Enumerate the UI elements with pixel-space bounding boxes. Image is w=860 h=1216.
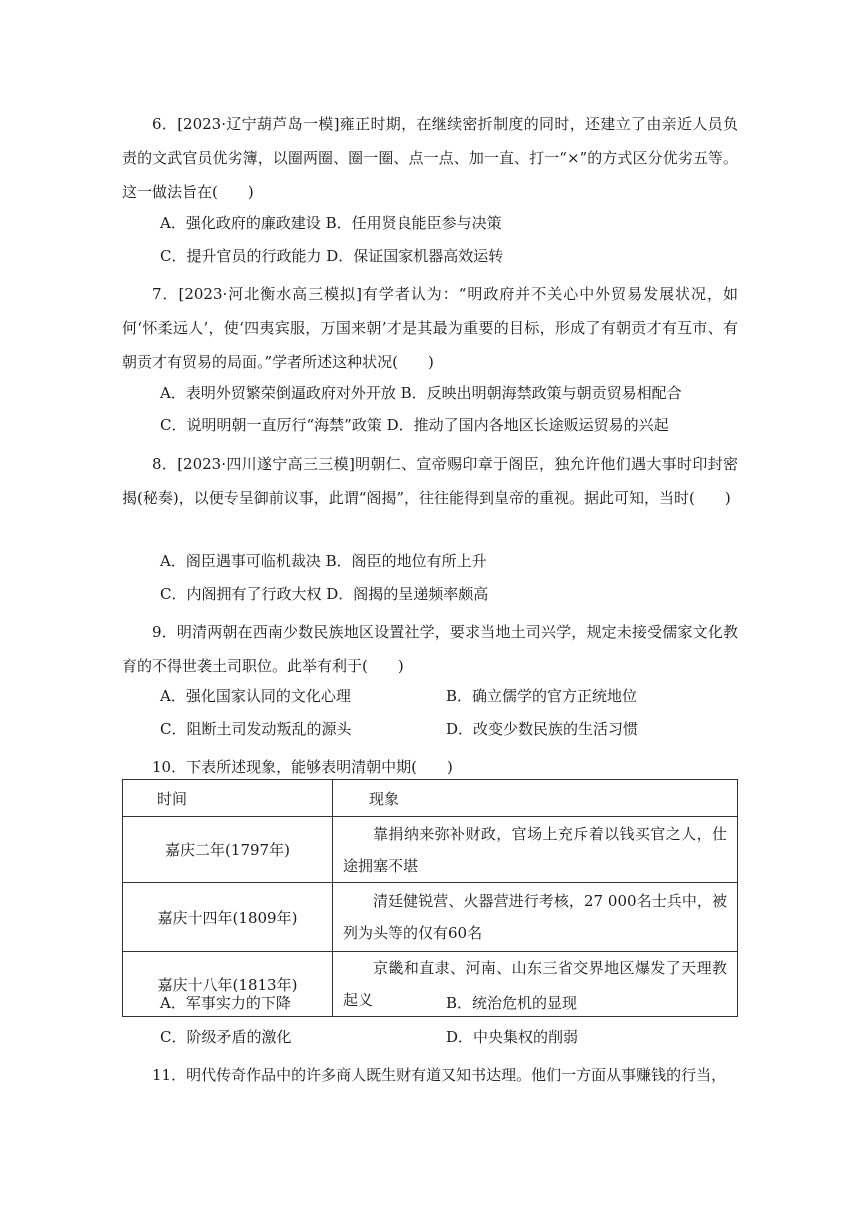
question-7-options-cd: C．说明明朝一直厉行“海禁”政策 D．推动了国内各地区长途贩运贸易的兴起	[160, 416, 669, 434]
question-8-options-ab: A．阁臣遇事可临机裁决 B．阁臣的地位有所上升	[160, 552, 487, 570]
question-11-stem: 11．明代传奇作品中的许多商人既生财有道又知书达理。他们一方面从事赚钱的行当，	[152, 1066, 727, 1084]
question-8-stem: 8．[2023·四川遂宁高三三模]明朝仁、宣帝赐印章于阁臣，独允许他们遇大事时印封密揭(秘奏)，以便专呈御前议事，此谓“阁揭”，往往能得到皇帝的重视。据此可知，当时( )	[122, 455, 738, 507]
question-6-options-ab: A．强化政府的廉政建设 B．任用贤良能臣参与决策	[160, 214, 502, 232]
question-10-table	[122, 779, 738, 1017]
table-cell-time: 嘉庆二年(1797年)	[123, 817, 333, 883]
table-row	[123, 817, 738, 883]
table-cell-phenomenon: 清廷健锐营、火器营进行考核，27 000名士兵中，被列为头等的仅有60名	[333, 883, 738, 952]
question-10-option-c: C．阶级矛盾的激化	[160, 1028, 292, 1046]
table-header-time: 时间	[123, 780, 333, 817]
question-9-option-d: D．改变少数民族的生活习惯	[446, 720, 639, 738]
table-cell-phenomenon: 京畿和直隶、河南、山东三省交界地区爆发了天理教起义	[333, 952, 738, 1017]
question-10-stem: 10．下表所述现象，能够表明清朝中期( )	[152, 758, 453, 776]
table-row	[123, 883, 738, 952]
table-header-row	[123, 780, 738, 817]
question-9-stem: 9．明清两朝在西南少数民族地区设置社学，要求当地土司兴学，规定未接受儒家文化教育的不得世袭土司职位。此举有利于( )	[122, 623, 738, 675]
question-8-options-cd: C．内阁拥有了行政大权 D．阁揭的呈递频率颇高	[160, 585, 489, 603]
question-7-stem: 7．[2023·河北衡水高三模拟]有学者认为：“明政府并不关心中外贸易发展状况，如何‘怀柔远人’，使‘四夷宾服，万国来朝’才是其最为重要的目标，形成了有朝贡才有互市、有朝贡才有贸易的局面。”学者所述这种状况( )	[122, 285, 738, 371]
question-9-option-b: B．确立儒学的官方正统地位	[446, 687, 638, 705]
question-6-stem: 6．[2023·辽宁葫芦岛一模]雍正时期，在继续密折制度的同时，还建立了由亲近人员负责的文武官员优劣簿，以圈两圈、圈一圈、点一点、加一直、打一“×”的方式区分优劣五等。这一做法旨在( )	[122, 115, 738, 201]
table-cell-phenomenon: 靠捐纳来弥补财政，官场上充斥着以钱买官之人，仕途拥塞不堪	[333, 817, 738, 883]
question-7-options-ab: A．表明外贸繁荣倒逼政府对外开放 B．反映出明朝海禁政策与朝贡贸易相配合	[160, 384, 682, 402]
table-cell-time: 嘉庆十四年(1809年)	[123, 883, 333, 952]
question-9-option-a: A．强化国家认同的文化心理	[160, 687, 351, 705]
table-header-phenomenon: 现象	[333, 780, 738, 817]
question-6-options-cd: C．提升官员的行政能力 D．保证国家机器高效运转	[160, 247, 504, 265]
question-9-option-c: C．阻断土司发动叛乱的源头	[160, 720, 352, 738]
question-10-option-a: A．军事实力的下降	[160, 994, 291, 1012]
question-10-option-d: D．中央集权的削弱	[446, 1028, 579, 1046]
question-10-option-b: B．统治危机的显现	[446, 994, 578, 1012]
table-cell-time: 嘉庆十八年(1813年)	[123, 952, 333, 1017]
